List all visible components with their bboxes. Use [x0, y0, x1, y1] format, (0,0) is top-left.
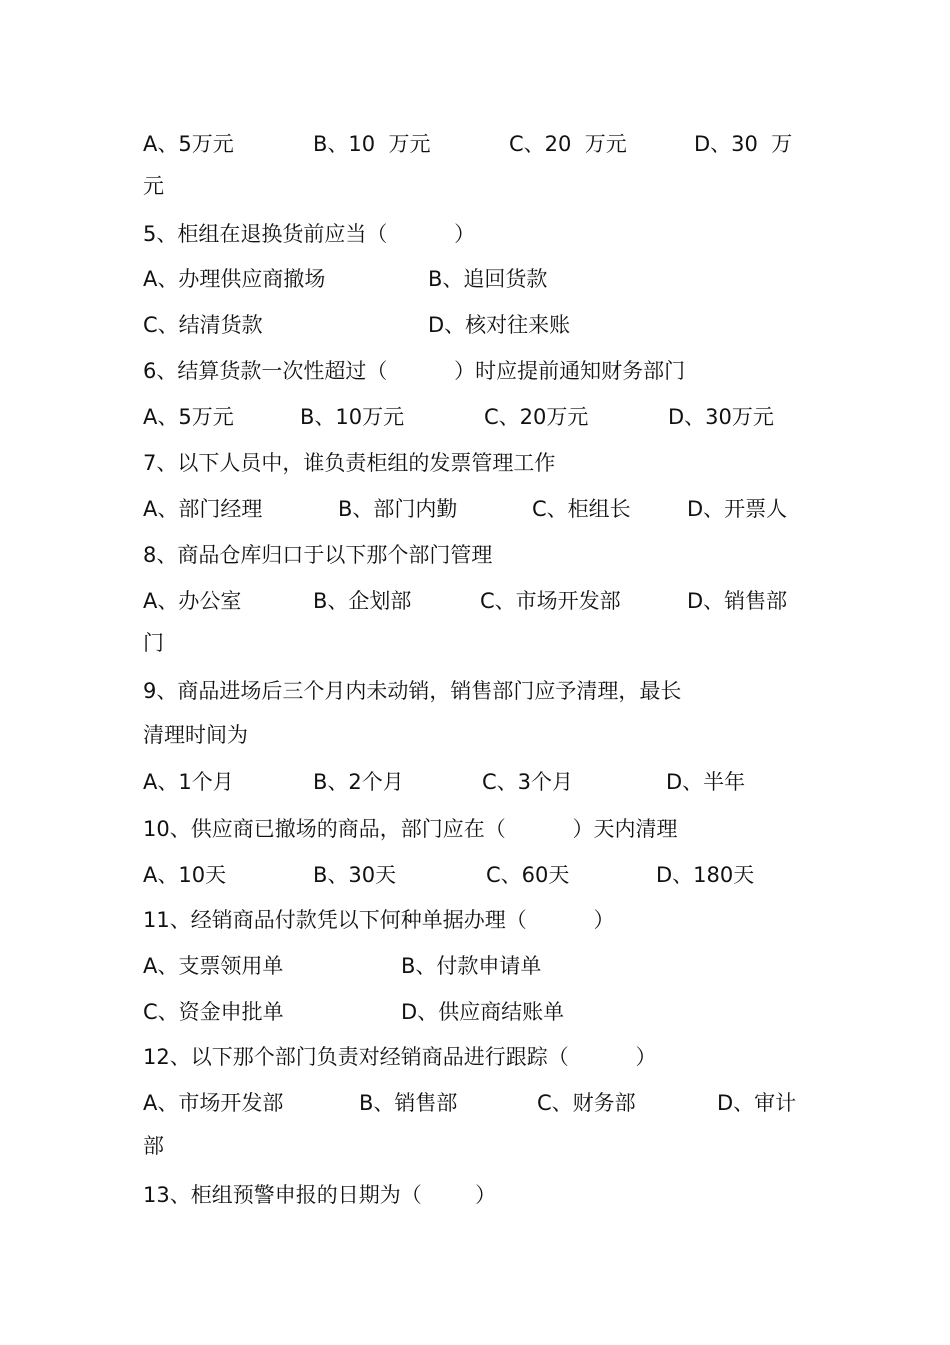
q11-option-c: C、资金申批单	[143, 1000, 284, 1024]
q4-option-d-wrap-row	[0, 172, 164, 200]
q10-option-c: C、60天	[486, 863, 570, 887]
q4-option-c: C、20 万元	[509, 132, 627, 156]
q7-option-c: C、柜组长	[532, 497, 631, 521]
q8-question	[0, 541, 493, 569]
q6-question-text: 6、结算货款一次性超过（ ）时应提前通知财务部门	[143, 359, 686, 383]
q9-option-c: C、3个月	[482, 770, 574, 794]
q12-options-row	[0, 1089, 797, 1117]
q8-option-d-wrap-row	[0, 629, 164, 657]
q4-option-d-wrap: 元	[143, 174, 164, 198]
q5-option-a: A、办理供应商撤场	[143, 267, 326, 291]
q11-option-a: A、支票领用单	[143, 954, 284, 978]
q8-option-d: D、销售部	[687, 589, 788, 613]
q7-question-text: 7、以下人员中，谁负责柜组的发票管理工作	[143, 451, 556, 475]
q5-option-b: B、追回货款	[428, 267, 548, 291]
q6-option-b: B、10万元	[300, 405, 405, 429]
q9-option-a: A、1个月	[143, 770, 234, 794]
q10-option-d: D、180天	[656, 863, 755, 887]
q8-options-row	[0, 587, 788, 615]
q13-question	[0, 1181, 497, 1209]
q7-option-a: A、部门经理	[143, 497, 263, 521]
q12-option-c: C、财务部	[537, 1091, 636, 1115]
q8-question-text: 8、商品仓库归口于以下那个部门管理	[143, 543, 493, 567]
q12-question	[0, 1043, 657, 1071]
q11-question-text: 11、经销商品付款凭以下何种单据办理（ ）	[143, 908, 615, 932]
q4-option-b: B、10 万元	[313, 132, 431, 156]
q12-question-text: 12、以下那个部门负责对经销商品进行跟踪（ ）	[143, 1045, 657, 1069]
q11-options-row-2	[0, 998, 565, 1026]
q5-options-row-2	[0, 311, 571, 339]
q7-question	[0, 449, 556, 477]
q9-option-d: D、半年	[666, 770, 746, 794]
q11-option-b: B、付款申请单	[401, 954, 542, 978]
q12-option-d: D、审计	[717, 1091, 797, 1115]
q6-option-c: C、20万元	[484, 405, 589, 429]
q4-option-d: D、30 万	[694, 132, 793, 156]
q12-option-d-wrap: 部	[143, 1134, 164, 1158]
q10-options-row	[0, 861, 755, 889]
q5-option-c: C、结清货款	[143, 313, 263, 337]
q10-option-a: A、10天	[143, 863, 227, 887]
q11-option-d: D、供应商结账单	[401, 1000, 565, 1024]
q7-option-b: B、部门内勤	[338, 497, 458, 521]
q10-question-text: 10、供应商已撤场的商品，部门应在（ ）天内清理	[143, 817, 678, 841]
q12-option-d-wrap-row	[0, 1132, 164, 1160]
q8-option-a: A、办公室	[143, 589, 242, 613]
q9-question-text: 9、商品进场后三个月内未动销，销售部门应予清理，最长	[143, 679, 682, 703]
q6-option-d: D、30万元	[668, 405, 774, 429]
q6-option-a: A、5万元	[143, 405, 234, 429]
q7-option-d: D、开票人	[687, 497, 788, 521]
q12-option-a: A、市场开发部	[143, 1091, 284, 1115]
q9-options-row	[0, 768, 746, 796]
q6-options-row	[0, 403, 774, 431]
q10-question	[0, 815, 678, 843]
q8-option-c: C、市场开发部	[480, 589, 621, 613]
q5-question	[0, 220, 476, 248]
q11-question	[0, 906, 615, 934]
q5-option-d: D、核对往来账	[428, 313, 571, 337]
q9-question-wrap: 清理时间为	[143, 723, 248, 747]
q4-options-row	[0, 130, 793, 158]
q8-option-b: B、企划部	[313, 589, 412, 613]
q11-options-row-1	[0, 952, 542, 980]
q9-option-b: B、2个月	[313, 770, 404, 794]
q13-question-text: 13、柜组预警申报的日期为（ ）	[143, 1183, 497, 1207]
q5-options-row-1	[0, 265, 548, 293]
q8-option-d-wrap: 门	[143, 631, 164, 655]
q10-option-b: B、30天	[313, 863, 397, 887]
q5-question-text: 5、柜组在退换货前应当（ ）	[143, 222, 476, 246]
q7-options-row	[0, 495, 788, 523]
q6-question	[0, 357, 686, 385]
q9-question-wrap-row	[0, 721, 248, 749]
q12-option-b: B、销售部	[359, 1091, 458, 1115]
q9-question	[0, 677, 682, 705]
q4-option-a: A、5万元	[143, 132, 234, 156]
